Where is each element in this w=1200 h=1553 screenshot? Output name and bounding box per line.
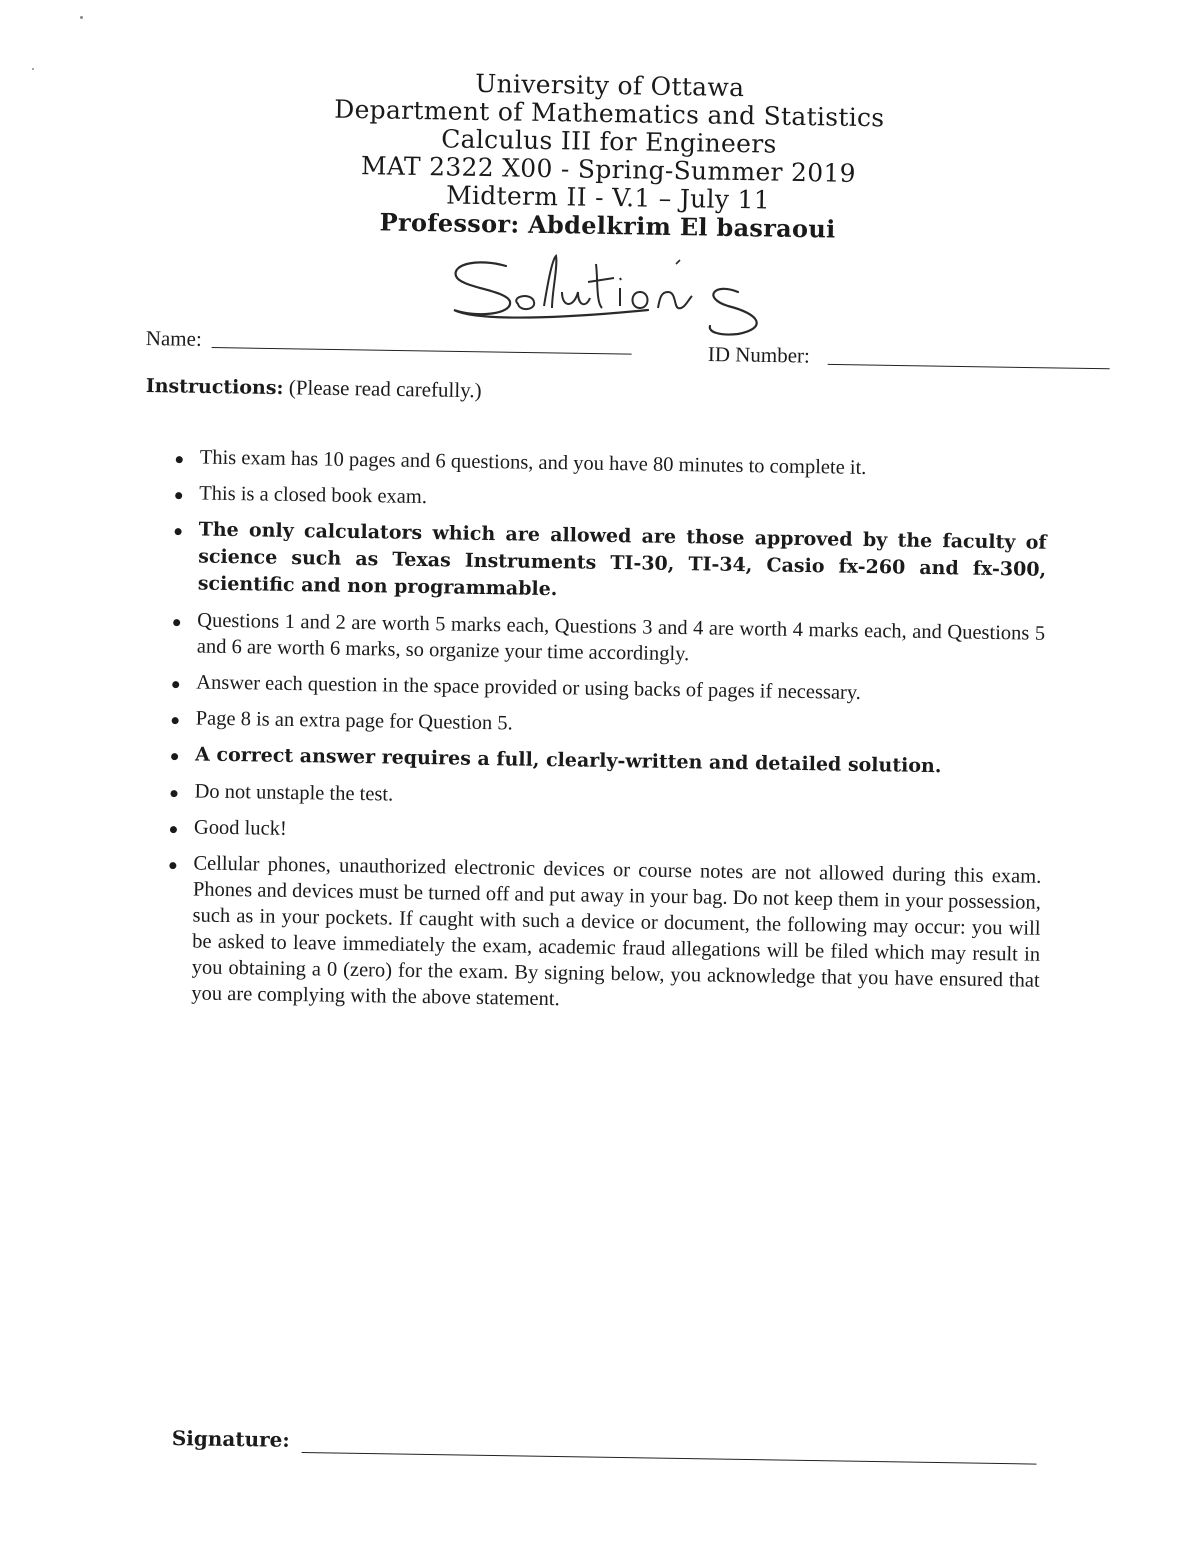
bullet-icon	[175, 528, 182, 535]
list-item	[167, 480, 1047, 520]
instructions-heading-row	[146, 373, 746, 407]
course-code: MAT 2322 X00 - Spring-Summer 2019	[360, 151, 857, 188]
professor-name: Professor: Abdelkrim El basraoui	[379, 207, 836, 244]
list-item	[164, 669, 1044, 709]
list-item-text: A correct answer requires a full, clearly-written and detailed solution.	[194, 743, 942, 778]
course-title: Calculus III for Engineers	[440, 124, 777, 159]
list-item-text: The only calculators which are allowed are those approved by the faculty of science such as Texas Instruments TI-30, TI-34, Casio fx-260 and fx-300, scientific and non programmable.	[197, 518, 1047, 601]
signature-field[interactable]	[172, 1426, 1052, 1464]
list-item	[163, 741, 1043, 782]
signature-label: Signature:	[171, 1426, 290, 1452]
exam-header	[297, 67, 920, 245]
list-item	[165, 607, 1046, 673]
bullet-icon	[172, 717, 179, 724]
list-item-text: This is a closed book exam.	[199, 482, 428, 509]
list-item-text: Questions 1 and 2 are worth 5 marks each, Questions 3 and 4 are worth 4 marks each, and Questions 5 and 6 are worth 6 marks, so organize your time accordingly.	[196, 609, 1046, 666]
bullet-icon	[171, 753, 178, 760]
list-item-text: Page 8 is an extra page for Question 5.	[195, 707, 513, 735]
list-item-text: This exam has 10 pages and 6 questions, and you have 80 minutes to complete it.	[199, 446, 867, 479]
list-item	[159, 850, 1041, 1020]
list-item-text: Do not unstaple the test.	[194, 780, 394, 806]
bullet-icon	[170, 826, 177, 833]
list-item	[162, 778, 1042, 818]
bullet-icon	[172, 681, 179, 688]
list-item	[162, 814, 1042, 854]
name-blank-line[interactable]	[212, 347, 632, 355]
scan-speck	[32, 68, 34, 70]
handwritten-solutions-mark	[448, 252, 778, 342]
list-item-text: Good luck!	[193, 816, 287, 840]
instruction-list	[159, 444, 1048, 1030]
id-number-field[interactable]	[708, 342, 1128, 374]
bullet-icon	[175, 492, 182, 499]
university-name: University of Ottawa	[475, 68, 745, 103]
bullet-icon	[169, 862, 176, 869]
department-name: Department of Mathematics and Statistics	[334, 94, 885, 133]
exam-title: Midterm II - V.1 – July 11	[445, 180, 771, 215]
bullet-icon	[176, 456, 183, 463]
signature-blank-line[interactable]	[302, 1452, 1037, 1465]
bullet-icon	[170, 790, 177, 797]
scan-speck	[80, 16, 83, 19]
name-label: Name:	[145, 326, 202, 351]
list-item-text: Answer each question in the space provided or using backs of pages if necessary.	[196, 671, 862, 704]
id-number-label: ID Number:	[707, 342, 811, 368]
id-number-blank-line[interactable]	[828, 364, 1110, 369]
instructions-note: (Please read carefully.)	[288, 375, 482, 403]
list-item	[166, 516, 1047, 611]
instructions-heading: Instructions:	[145, 374, 284, 400]
bullet-icon	[173, 619, 180, 626]
list-item-text: Cellular phones, unauthorized electronic devices or course notes are not allowed during this exam. Phones and devices must be turned off and put away in your bag. Do not keep them in your possession, such as in your pockets. If caught with such a device or document, the following may occur: you will be asked to leave immediately the exam, academic fraud allegations will be filed which may result in you obtaining a 0 (zero) for the exam. By signing below, you acknowledge that you have ensured that you are complying with the above statement.	[191, 852, 1042, 1011]
list-item	[163, 705, 1043, 745]
list-item	[168, 444, 1048, 484]
